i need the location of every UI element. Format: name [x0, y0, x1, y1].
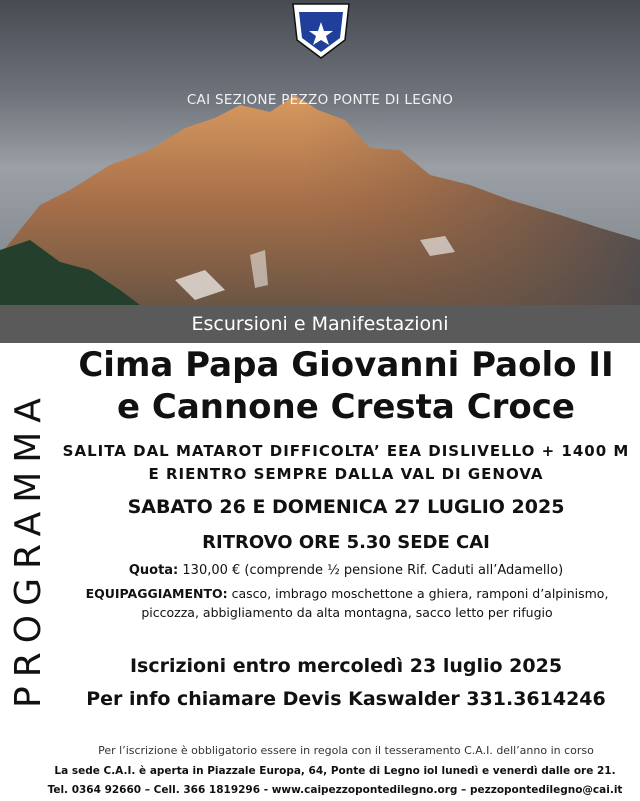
equipment-value: casco, imbrago moschettone a ghiera, ramponi d’alpinismo, piccozza, abbigliamento da alta montagna, sacco letto per rifugio: [141, 586, 609, 620]
event-date: SABATO 26 E DOMENICA 27 LUGLIO 2025: [127, 496, 565, 518]
quota-label: Quota:: [128, 563, 179, 578]
equipment-label: EQUIPAGGIAMENTO:: [85, 586, 228, 601]
info-contact: Per info chiamare Devis Kaswalder 331.3614246: [86, 688, 606, 710]
quota-value: 130,00 € (comprende ½ pensione Rif. Caduti all’Adamello): [178, 563, 564, 578]
quota-line: [52, 563, 640, 578]
event-title-line1: Cima Papa Giovanni Paolo II: [78, 345, 614, 385]
programma-text: PROGRAMMA: [7, 388, 49, 708]
cai-logo: [283, 0, 359, 60]
sezione-label: CAI SEZIONE PEZZO PONTE DI LEGNO: [186, 92, 454, 108]
contact-details: Tel. 0364 92660 – Cell. 366 1819296 - www.caipezzopontedilegno.org – pezzopontedilegno@cai.it: [47, 784, 623, 796]
meeting-time: RITROVO ORE 5.30 SEDE CAI: [202, 532, 490, 553]
programma-side-label: [8, 352, 48, 744]
membership-note: Per l’iscrizione è obbligatorio essere in regola con il tesseramento C.A.I. dell’anno in corso: [98, 744, 594, 757]
registration-deadline: Iscrizioni entro mercoledì 23 luglio 2025: [129, 655, 563, 677]
event-title-line2: e Cannone Cresta Croce: [116, 387, 575, 427]
route-description-line1: SALITA DAL MATAROT DIFFICOLTA’ EEA DISLIVELLO + 1400 M: [62, 442, 630, 460]
route-description-line2: E RIENTRO SEMPRE DALLA VAL DI GENOVA: [148, 465, 544, 483]
office-hours: La sede C.A.I. è aperta in Piazzale Europa, 64, Ponte di Legno iol lunedì e venerdì dalle ore 21.: [54, 765, 616, 777]
equipment-line: [62, 584, 632, 622]
category-band: Escursioni e Manifestazioni: [0, 305, 640, 343]
hero-mountain-photo: [0, 0, 640, 305]
